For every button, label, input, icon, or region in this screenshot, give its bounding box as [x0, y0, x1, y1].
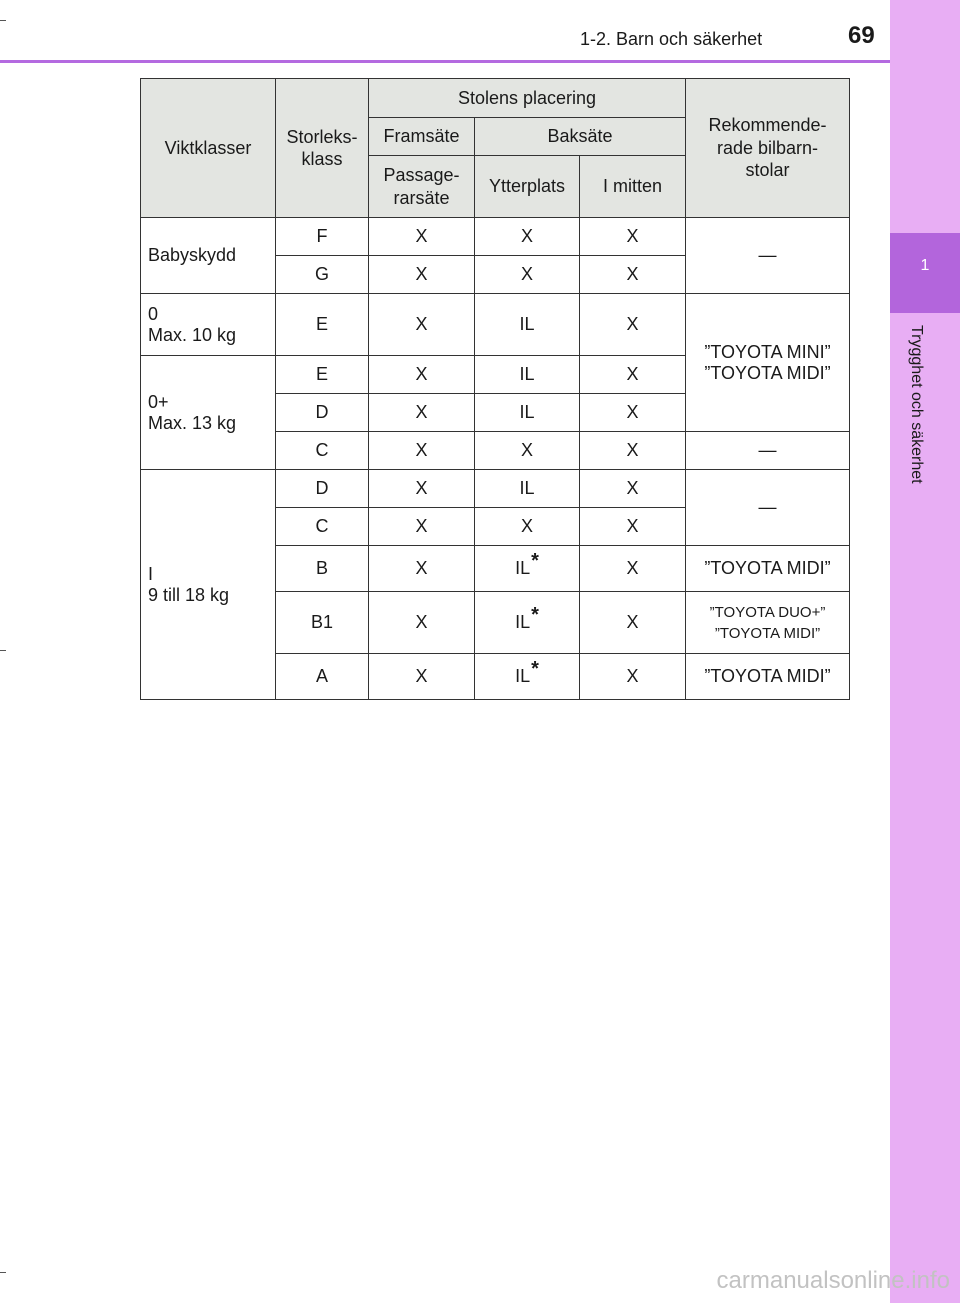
- recommended-seat-cell: ”TOYOTA MIDI”: [686, 546, 850, 592]
- size-class-cell: B1: [276, 592, 369, 654]
- outer-seat-cell: IL*: [475, 592, 580, 654]
- crop-mark: [0, 650, 6, 651]
- chapter-side-tab: [890, 0, 960, 1303]
- passenger-seat-cell: X: [369, 218, 475, 256]
- weight-class-cell: Babyskydd: [141, 218, 276, 294]
- header-recommended-seats: Rekommende- rade bilbarn- stolar: [686, 79, 850, 218]
- header-outer-seat: Ytterplats: [475, 156, 580, 218]
- section-title: 1-2. Barn och säkerhet: [580, 29, 763, 49]
- middle-seat-cell: X: [580, 294, 686, 356]
- middle-seat-cell: X: [580, 470, 686, 508]
- middle-seat-cell: X: [580, 546, 686, 592]
- footnote-marker: *: [531, 658, 539, 680]
- crop-mark: [0, 1272, 6, 1273]
- child-seat-compatibility-table: [140, 78, 850, 700]
- outer-seat-cell: IL: [475, 470, 580, 508]
- weight-class-cell: 0 Max. 10 kg: [141, 294, 276, 356]
- size-class-cell: B: [276, 546, 369, 592]
- watermark: carmanualsonline.info: [716, 1267, 950, 1294]
- header-weight-class: Viktklasser: [141, 79, 276, 218]
- chapter-number: 1: [920, 257, 930, 274]
- size-class-cell: C: [276, 432, 369, 470]
- chapter-title: Trygghet och säkerhet: [908, 325, 925, 484]
- passenger-seat-cell: X: [369, 654, 475, 700]
- header-passenger-seat: Passage- rarsäte: [369, 156, 475, 218]
- footnote-marker: *: [531, 550, 539, 572]
- middle-seat-cell: X: [580, 356, 686, 394]
- recommended-seat-cell: ”TOYOTA MIDI”: [686, 654, 850, 700]
- middle-seat-cell: X: [580, 592, 686, 654]
- size-class-cell: F: [276, 218, 369, 256]
- header-middle-seat: I mitten: [580, 156, 686, 218]
- middle-seat-cell: X: [580, 218, 686, 256]
- outer-seat-cell: IL: [475, 294, 580, 356]
- outer-seat-cell: X: [475, 508, 580, 546]
- weight-class-cell: 0+ Max. 13 kg: [141, 356, 276, 470]
- header-seat-position: Stolens placering: [369, 79, 686, 118]
- passenger-seat-cell: X: [369, 394, 475, 432]
- outer-seat-cell: IL: [475, 356, 580, 394]
- size-class-cell: A: [276, 654, 369, 700]
- passenger-seat-cell: X: [369, 256, 475, 294]
- outer-seat-cell: IL: [475, 394, 580, 432]
- header-size-class: Storleks- klass: [276, 79, 369, 218]
- middle-seat-cell: X: [580, 256, 686, 294]
- size-class-cell: E: [276, 294, 369, 356]
- outer-seat-cell: X: [475, 218, 580, 256]
- recommended-seat-cell: —: [686, 218, 850, 294]
- weight-class-cell: I 9 till 18 kg: [141, 470, 276, 700]
- passenger-seat-cell: X: [369, 470, 475, 508]
- size-class-cell: E: [276, 356, 369, 394]
- passenger-seat-cell: X: [369, 356, 475, 394]
- table-row: [141, 218, 850, 256]
- table-row: [141, 470, 850, 508]
- outer-seat-cell: IL*: [475, 546, 580, 592]
- header-front-seat: Framsäte: [369, 118, 475, 156]
- passenger-seat-cell: X: [369, 546, 475, 592]
- middle-seat-cell: X: [580, 508, 686, 546]
- size-class-cell: D: [276, 470, 369, 508]
- table-row: [141, 294, 850, 356]
- recommended-seat-cell: —: [686, 432, 850, 470]
- outer-seat-cell: IL*: [475, 654, 580, 700]
- size-class-cell: C: [276, 508, 369, 546]
- middle-seat-cell: X: [580, 432, 686, 470]
- outer-seat-cell: X: [475, 432, 580, 470]
- crop-mark: [0, 20, 6, 21]
- middle-seat-cell: X: [580, 654, 686, 700]
- outer-seat-cell: X: [475, 256, 580, 294]
- header-rule: [0, 60, 890, 63]
- passenger-seat-cell: X: [369, 294, 475, 356]
- recommended-seat-cell: ”TOYOTA DUO+” ”TOYOTA MIDI”: [686, 592, 850, 654]
- recommended-seat-cell: ”TOYOTA MINI” ”TOYOTA MIDI”: [686, 294, 850, 432]
- size-class-cell: D: [276, 394, 369, 432]
- passenger-seat-cell: X: [369, 432, 475, 470]
- footnote-marker: *: [531, 604, 539, 626]
- recommended-seat-cell: —: [686, 470, 850, 546]
- page-number: 69: [848, 22, 875, 49]
- passenger-seat-cell: X: [369, 508, 475, 546]
- middle-seat-cell: X: [580, 394, 686, 432]
- header-rear-seat: Baksäte: [475, 118, 686, 156]
- size-class-cell: G: [276, 256, 369, 294]
- passenger-seat-cell: X: [369, 592, 475, 654]
